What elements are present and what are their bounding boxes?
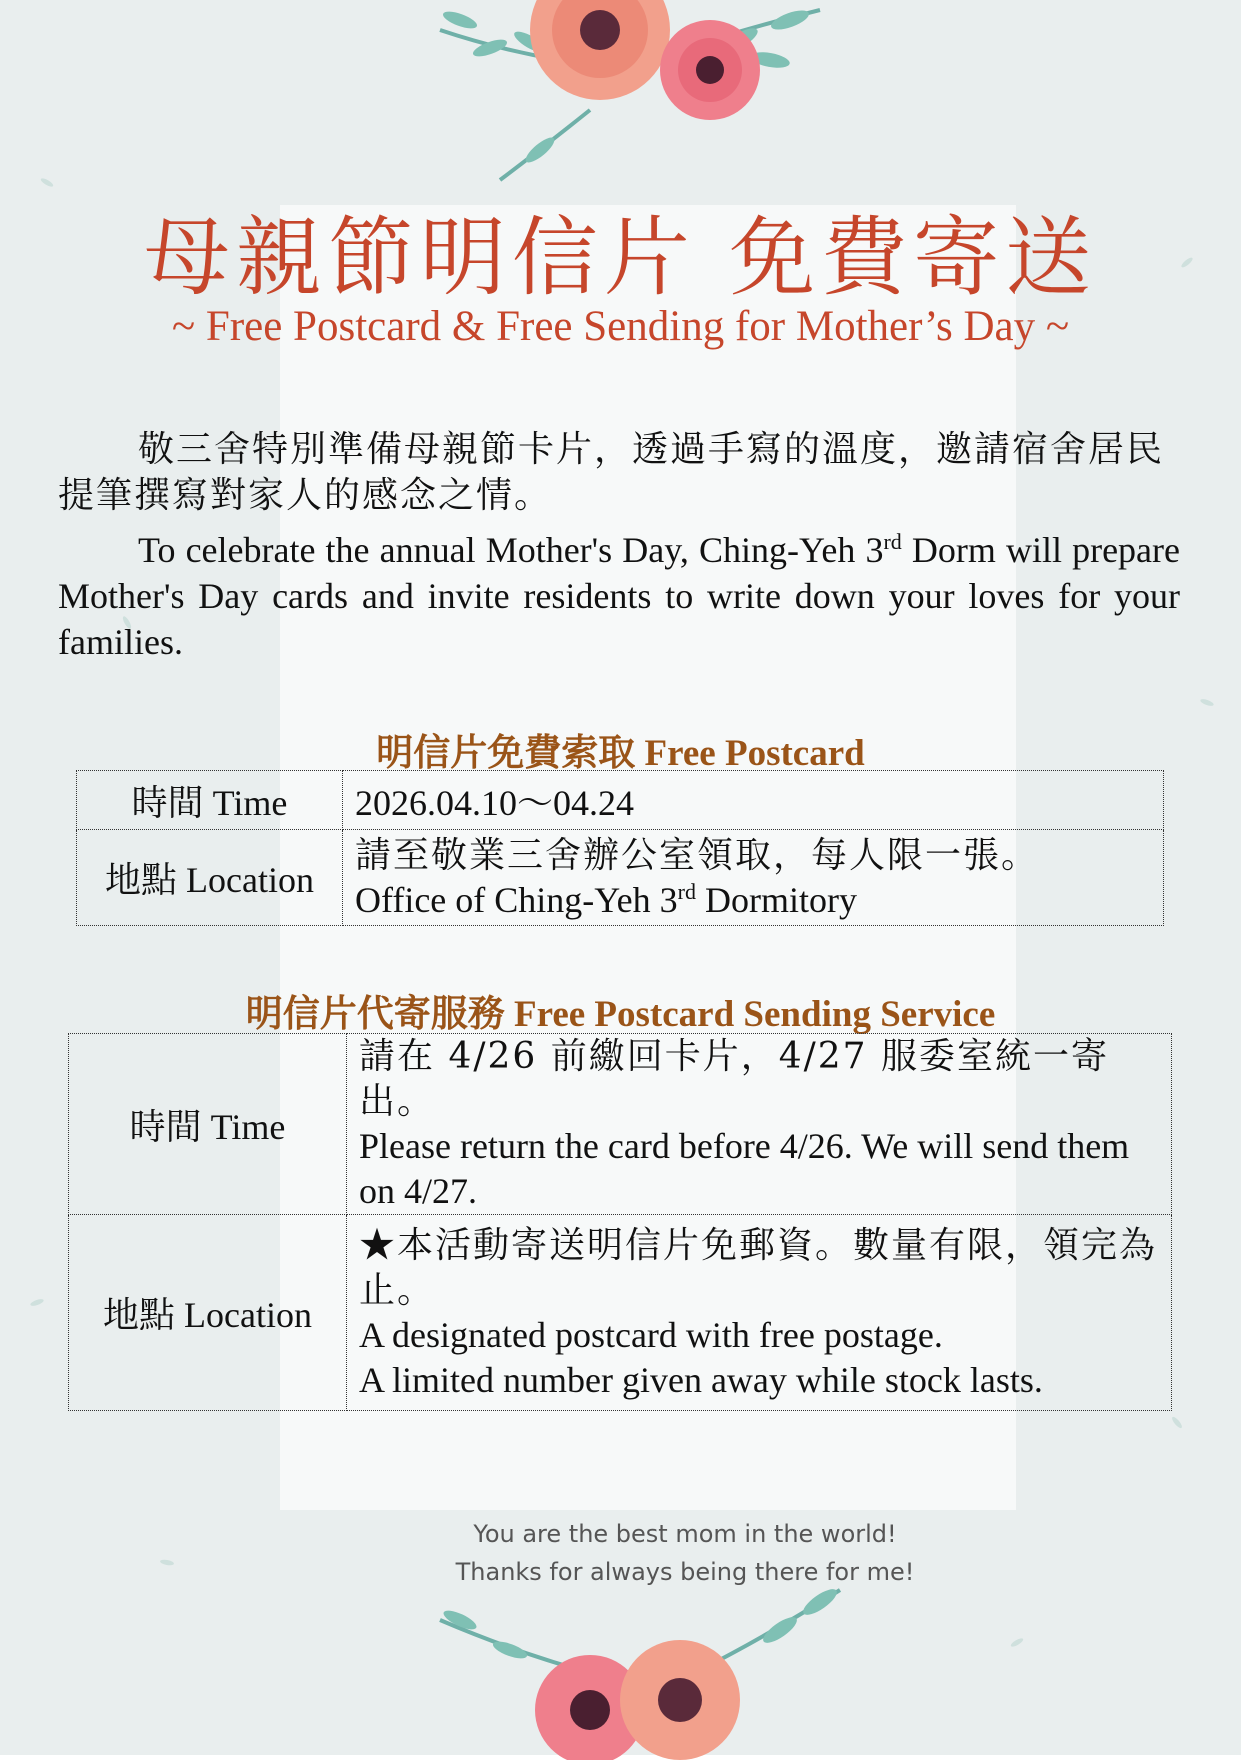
footer-line2: Thanks for always being there for me! xyxy=(455,1558,915,1586)
time-value xyxy=(347,1034,1172,1215)
intro-chinese: 敬三舍特別準備母親節卡片，透過手寫的溫度，邀請宿舍居民提筆撰寫對家人的感念之情。 xyxy=(58,429,1165,516)
location-en-line2: A limited number given away while stock lasts. xyxy=(359,1359,1043,1400)
superscript-rd: rd xyxy=(677,878,696,904)
footer-line1: You are the best mom in the world! xyxy=(473,1520,897,1548)
section-heading-en: Free Postcard xyxy=(635,733,865,774)
intro-english-text-cont: Dorm will prepare Mother's Day cards and invite residents to write down your loves for your families. xyxy=(58,530,1180,662)
section-heading-zh: 明信片免費索取 xyxy=(376,730,636,774)
location-zh: ★本活動寄送明信片免郵資。數量有限，領完為止。 xyxy=(359,1224,1158,1311)
location-value xyxy=(343,830,1164,926)
location-value xyxy=(347,1215,1172,1411)
section-heading-sending-service xyxy=(0,983,1241,1037)
location-label: 地點 Location xyxy=(69,1215,347,1411)
time-value: 2026.04.10～04.24 xyxy=(343,771,1164,830)
flower-decoration-top-icon xyxy=(380,0,860,190)
table-row xyxy=(69,1034,1172,1215)
sending-service-table xyxy=(68,1033,1172,1411)
location-zh: 請至敬業三舍辦公室領取，每人限一張。 xyxy=(355,834,1040,876)
table-row xyxy=(77,771,1164,830)
location-en-text-cont: Dormitory xyxy=(695,879,857,920)
location-label: 地點 Location xyxy=(77,830,343,926)
leaf-spot xyxy=(30,1298,45,1307)
superscript-rd: rd xyxy=(883,529,902,554)
time-label: 時間 Time xyxy=(69,1034,347,1215)
page-subtitle: ~ Free Postcard & Free Sending for Mother’s Day ~ xyxy=(171,303,1070,350)
section-heading-en: Free Postcard Sending Service xyxy=(504,994,996,1035)
leaf-spot xyxy=(1200,698,1215,707)
location-en-text: Office of Ching-Yeh 3 xyxy=(355,879,678,920)
time-en: Please return the card before 4/26. We will send them on 4/27. xyxy=(359,1126,1130,1211)
leaf-spot xyxy=(1010,1637,1025,1648)
leaf-spot xyxy=(1171,1416,1184,1430)
leaf-spot xyxy=(40,177,55,188)
page-title: 母親節明信片 免費寄送 xyxy=(143,208,1098,308)
table-row xyxy=(77,830,1164,926)
section-heading-zh: 明信片代寄服務 xyxy=(245,991,505,1035)
intro-english xyxy=(58,527,1180,665)
flower-decoration-bottom-icon xyxy=(420,1580,860,1760)
location-en xyxy=(355,878,1163,923)
time-label: 時間 Time xyxy=(77,771,343,830)
free-postcard-table xyxy=(76,770,1164,926)
location-en-line1: A designated postcard with free postage. xyxy=(359,1314,943,1355)
footer-message xyxy=(0,1515,1241,1591)
table-row xyxy=(69,1215,1172,1411)
intro-english-text: To celebrate the annual Mother's Day, Ching-Yeh 3 xyxy=(138,530,884,570)
time-zh: 請在 4/26 前繳回卡片，4/27 服委室統一寄出。 xyxy=(359,1036,1110,1122)
section-heading-free-postcard xyxy=(0,722,1241,776)
